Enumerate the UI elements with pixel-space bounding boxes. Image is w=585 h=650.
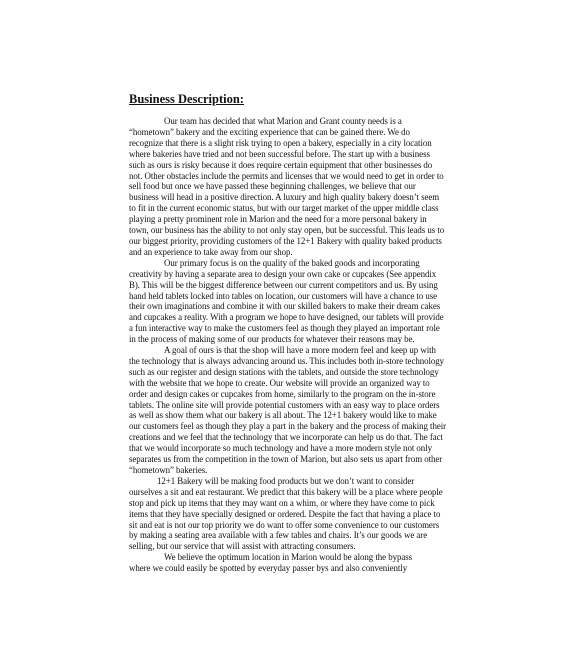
text-line: our biggest priority, providing customers of the 12+1 Bakery with quality baked products xyxy=(129,235,442,246)
text-line: and cupcakes a reality. With a program we hope to have designed, our tablets will provide xyxy=(129,312,444,323)
text-line: order and design cakes or cupcakes from home, similarly to the program on the in-store xyxy=(129,388,436,399)
section-heading: Business Description: xyxy=(129,92,244,106)
text-line: to fit in the current economic status, but with our target market of the upper middle class xyxy=(129,203,439,214)
paragraph xyxy=(129,476,459,552)
text-line: such as ours is risky because it does require certain equipment that other businesses do xyxy=(129,159,433,170)
text-line: as well as show them what our bakery is all about. The 12+1 bakery would like to make xyxy=(129,410,437,421)
text-line: business will head in a positive direction. A luxury and high quality bakery doesn’t seem xyxy=(129,192,440,203)
text-line: sell food but once we have passed these beginning challenges, we believe that our xyxy=(129,181,416,192)
paragraph xyxy=(129,258,459,345)
text-line: playing a pretty prominent role in Marion and the need for a more personal bakery in xyxy=(129,214,427,225)
paragraph xyxy=(129,345,459,476)
text-line: town, our business has the ability to not only stay open, but be successful. This leads us to xyxy=(129,225,445,236)
document-content xyxy=(129,92,459,574)
text-line: selling, but our service that will assist with attracting consumers. xyxy=(129,541,356,552)
text-line: “hometown” bakery and the exciting experience that can be gained there. We do xyxy=(129,126,410,137)
text-line: items that they have specially designed or ordered. Despite the fact that having a place to xyxy=(129,508,441,519)
text-line: sit and eat is not our top priority we do want to offer some convenience to our customers xyxy=(129,519,440,530)
text-line: creativity by having a separate area to design your own cake or cupcakes (See appendix xyxy=(129,268,437,279)
text-line: 12+1 Bakery will be making food products but we don’t want to consider xyxy=(157,475,415,486)
text-line: not. Other obstacles include the permits and licenses that we would need to get in order to xyxy=(129,170,444,181)
text-line: by making a seating area available with a few tables and chairs. It’s our goods we are xyxy=(129,530,428,541)
text-line: tablets. The online site will provide potential customers with an easy way to place orders xyxy=(129,399,440,410)
text-line: where we could easily be spotted by everyday passer bys and also conveniently xyxy=(129,563,408,574)
text-line: stop and pick up items that they may want on a whim, or where they have come to pick xyxy=(129,497,435,508)
text-line: with the website that we hope to create. Our website will provide an organized way to xyxy=(129,377,430,388)
text-line: in the process of making some of our products for whatever their reasons may be. xyxy=(129,334,415,345)
text-line: A goal of ours is that the shop will have a more modern feel and keep up with xyxy=(164,345,436,356)
text-line: that we would incorporate so much technology and have a more modern style not only xyxy=(129,443,432,454)
text-line: hand held tablets locked into tables on location, our customers will have a chance to use xyxy=(129,290,438,301)
text-line: where bakeries have tried and not been successful before. The start up with a business xyxy=(129,148,430,159)
text-line: separates us from the competition in the town of Marion, but also sets us apart from other xyxy=(129,454,443,465)
text-line: We believe the optimum location in Marion would be along the bypass xyxy=(164,552,413,563)
text-line: our customers feel as though they play a part in the bakery and the process of making their xyxy=(129,421,447,432)
paragraph xyxy=(129,116,459,258)
text-line: Our team has decided that what Marion and Grant county needs is a xyxy=(164,116,402,126)
document-body xyxy=(129,116,459,574)
text-line: B). This will be the biggest difference between our current competitors and us. By using xyxy=(129,279,438,290)
text-line: creations and we feel that the technology that we incorporate can help us do that. The fact xyxy=(129,432,443,443)
text-line: the technology that is always advancing around us. This includes both in-store technology xyxy=(129,355,445,366)
text-line: a fun interactive way to make the customers feel as though they played an important role xyxy=(129,323,440,334)
text-line: ourselves a sit and eat restaurant. We predict that this bakery will be a place where people xyxy=(129,486,443,497)
text-line: recognize that there is a slight risk trying to open a bakery, especially in a city location xyxy=(129,137,432,148)
text-line: such as our register and design stations with the tablets, and outside the store technology xyxy=(129,366,439,377)
text-line: Our primary focus is on the quality of the baked goods and incorporating xyxy=(164,257,420,268)
text-line: their own imaginations and combine it with our skilled bakers to make their dream cakes xyxy=(129,301,441,312)
text-line: “hometown” bakeries. xyxy=(129,465,208,475)
text-line: and an experience to take away from our shop. xyxy=(129,246,293,257)
paragraph xyxy=(129,552,459,574)
